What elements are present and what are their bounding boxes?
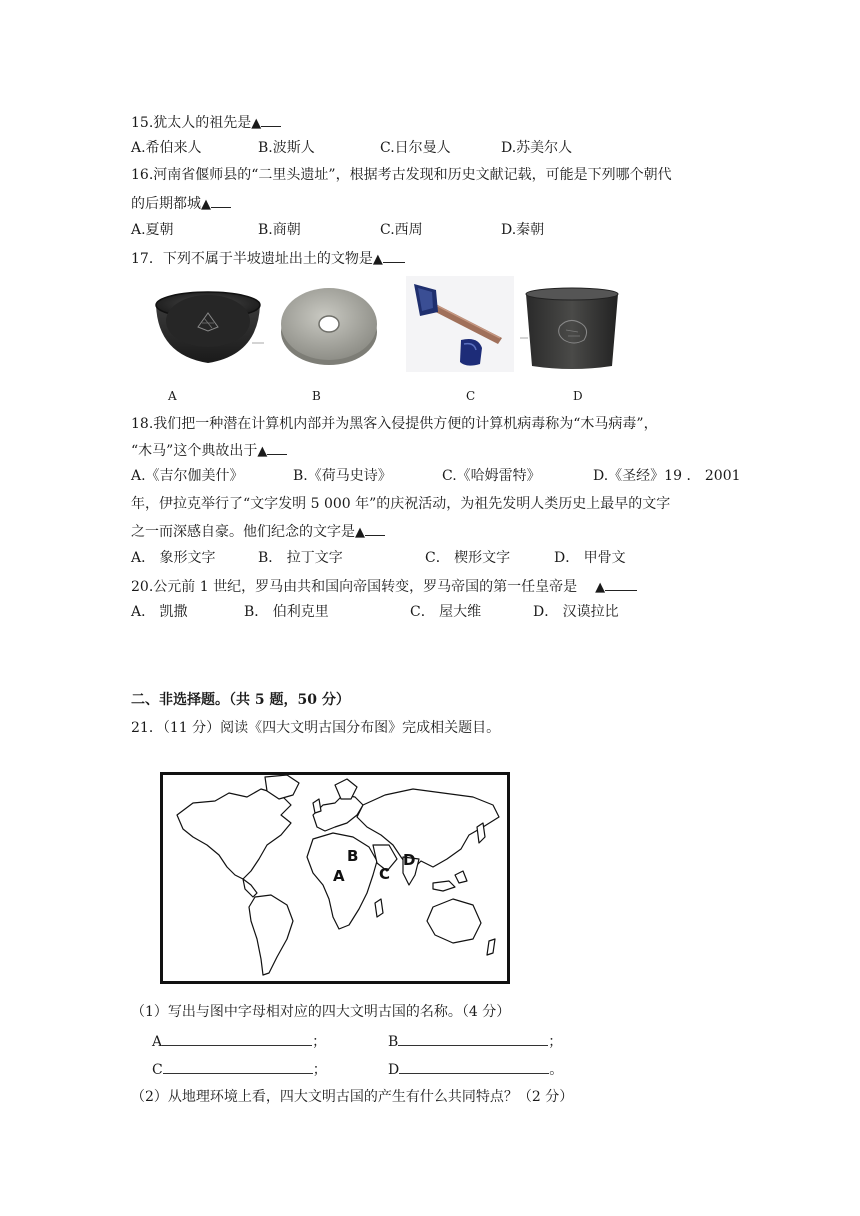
q20-option-d: D． 汉谟拉比 — [533, 604, 619, 620]
answer-mark: ▲ — [355, 525, 365, 540]
q18-option-b: B.《荷马史诗》 — [293, 468, 392, 484]
q16-stem-line2: 的后期都城▲ — [131, 193, 231, 215]
section-2-title: 二、非选择题。（共 5 题，50 分） — [131, 692, 350, 708]
q20-stem: 20.公元前 1 世纪，罗马由共和国向帝国转变，罗马帝国的第一任皇帝是 ▲ — [131, 576, 637, 598]
answer-blank — [365, 521, 385, 536]
q16-option-d: D.秦朝 — [501, 222, 545, 238]
q16-stem-line1: 16.河南省偃师县的“二里头遗址”，根据考古发现和历史文献记载，可能是下列哪个朝代 — [131, 167, 672, 183]
q15-option-c: C.日尔曼人 — [380, 140, 451, 156]
map-letter-c: C — [379, 865, 391, 883]
artifact-b-stone-disc-image — [279, 284, 379, 368]
answer-blank-c[interactable]: C ； — [152, 1059, 327, 1080]
q18-option-d: D.《圣经》19 ． 2001 — [593, 468, 741, 484]
map-letter-a: A — [333, 867, 345, 885]
q18-option-c: C.《哈姆雷特》 — [442, 468, 541, 484]
artifact-a-bowl-image — [148, 287, 268, 367]
answer-blank-b[interactable]: B ； — [388, 1031, 562, 1052]
q21-sub1: （1）写出与图中字母相对应的四大文明古国的名称。（4 分） — [131, 1004, 511, 1020]
answer-mark: ▲ — [257, 444, 268, 459]
map-letter-b: B — [347, 847, 359, 865]
q19-option-b: B． 拉丁文字 — [258, 550, 343, 566]
artifact-label-d: D — [573, 389, 583, 403]
q19-option-a: A． 象形文字 — [131, 550, 216, 566]
map-letter-d: D — [403, 851, 416, 869]
q19-line2: 之一而深感自豪。他们纪念的文字是▲ — [131, 521, 385, 543]
q19-line1: 年，伊拉克举行了“文字发明 5 000 年”的庆祝活动，为祖先发明人类历史上最早的文字 — [131, 496, 671, 512]
answer-mark: ▲ — [595, 580, 606, 595]
answer-blank — [211, 193, 231, 208]
q20-option-b: B． 伯利克里 — [244, 604, 329, 620]
answer-line — [399, 1059, 549, 1074]
answer-blank — [383, 248, 405, 263]
answer-line — [398, 1031, 548, 1046]
q18-option-a: A.《吉尔伽美什》 — [131, 468, 244, 484]
answer-blank — [267, 440, 287, 455]
q17-stem: 17．下列不属于半坡遗址出土的文物是▲ — [131, 248, 405, 270]
answer-mark: ▲ — [201, 197, 211, 212]
answer-blank-a[interactable]: A ； — [152, 1031, 326, 1052]
q20-option-a: A． 凯撒 — [131, 604, 188, 620]
q16-option-c: C.西周 — [380, 222, 423, 238]
q20-option-c: C． 屋大维 — [410, 604, 482, 620]
answer-blank — [605, 576, 637, 591]
artifact-label-a: A — [168, 389, 177, 403]
q18-stem-line2: “木马”这个典故出于▲ — [131, 440, 287, 462]
answer-mark: ▲ — [251, 116, 262, 131]
q19-option-d: D． 甲骨文 — [554, 550, 626, 566]
artifact-d-cup-image — [520, 286, 624, 370]
q15-option-d: D.苏美尔人 — [501, 140, 573, 156]
answer-line — [162, 1031, 312, 1046]
q21-stem: 21．（11 分）阅读《四大文明古国分布图》完成相关题目。 — [131, 720, 501, 736]
world-map-image — [163, 775, 507, 981]
q21-sub2: （2）从地理环境上看，四大文明古国的产生有什么共同特点？（2 分） — [131, 1089, 574, 1105]
answer-line — [163, 1059, 313, 1074]
artifact-c-axe-image — [406, 276, 514, 372]
artifact-label-b: B — [312, 389, 321, 403]
q16-option-a: A.夏朝 — [131, 222, 174, 238]
artifact-label-c: C — [466, 389, 476, 403]
q15-option-a: A.希伯来人 — [131, 140, 202, 156]
answer-mark: ▲ — [372, 252, 383, 267]
q16-option-b: B.商朝 — [258, 222, 301, 238]
q19-option-c: C． 楔形文字 — [425, 550, 511, 566]
q15-stem: 15.犹太人的祖先是▲ — [131, 112, 281, 134]
q18-stem-line1: 18.我们把一种潜在计算机内部并为黑客入侵提供方便的计算机病毒称为“木马病毒”， — [131, 416, 658, 432]
q15-option-b: B.波斯人 — [258, 140, 315, 156]
answer-blank — [261, 112, 281, 127]
answer-blank-d[interactable]: D 。 — [388, 1059, 563, 1080]
world-map-figure — [160, 772, 510, 984]
